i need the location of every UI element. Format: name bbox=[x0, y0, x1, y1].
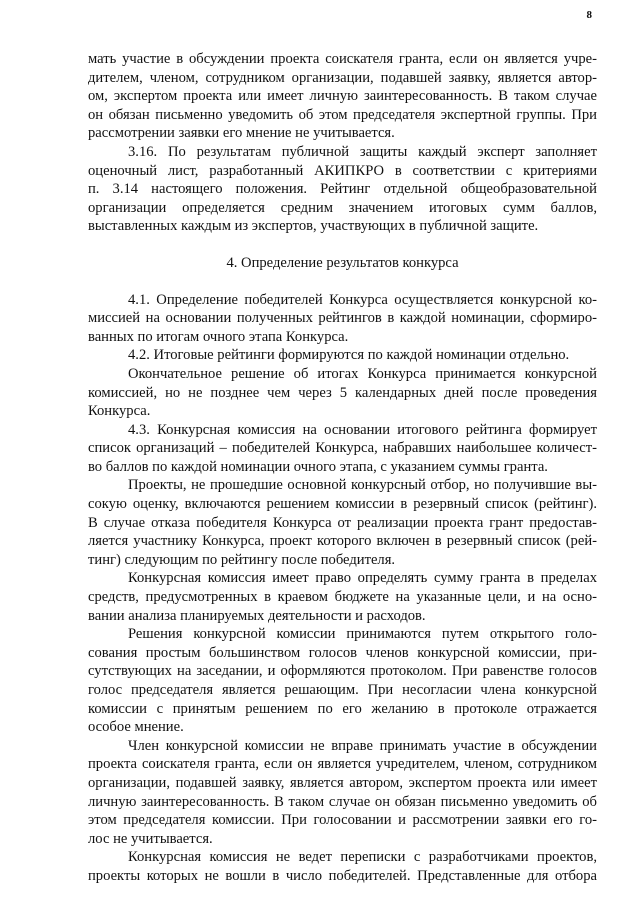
paragraph-line: Член конкурсной комиссии не вправе принимать участие в обсуждении bbox=[128, 737, 597, 754]
paragraph-line: ом, экспертом проекта или имеет личную заинтересованность. В таком случае bbox=[88, 88, 597, 105]
paragraph-line: особое мнение. bbox=[88, 719, 184, 736]
paragraph-p-reserve bbox=[88, 476, 597, 569]
paragraph-line: личную заинтересованность. В таком случае он обязан письменно уведомить об bbox=[88, 793, 597, 810]
paragraph-line: Проекты, не прошедшие основной конкурсный отбор, но получившие вы- bbox=[128, 477, 597, 494]
section-heading: 4. Определение результатов конкурса bbox=[226, 254, 459, 271]
paragraph-p-4-1 bbox=[88, 291, 597, 347]
paragraph-p-4-2 bbox=[88, 346, 597, 365]
paragraph-line: миссией на основании полученных рейтингов в каждой номинации, сформиро- bbox=[88, 310, 597, 327]
paragraph-line: выставленных каждым из экспертов, участвующих в публичной защите. bbox=[88, 218, 539, 235]
paragraph-line: Окончательное решение об итогах Конкурса принимается конкурсной bbox=[128, 365, 597, 382]
paragraph-p-correspondence bbox=[88, 848, 597, 885]
paragraph-line: рассмотрении заявки его мнение не учитывается. bbox=[88, 125, 395, 142]
paragraph-line: Решения конкурсной комиссии принимаются путем открытого голо- bbox=[128, 626, 597, 643]
paragraph-line: средств, предусмотренных в краевом бюджете на указанные цели, и на осно- bbox=[88, 589, 597, 606]
paragraph-line: 3.16. По результатам публичной защиты каждый эксперт заполняет bbox=[128, 143, 597, 160]
paragraph-p-grant-amount bbox=[88, 569, 597, 625]
paragraph-line: сутствующих на заседании, и оформляются протоколом. При равенстве голосов bbox=[88, 663, 597, 680]
paragraph-line: он обязан письменно уведомить об этом председателя экспертной группы. При bbox=[88, 106, 597, 123]
paragraph-line: список организаций – победителей Конкурса, набравших наибольшее количест- bbox=[88, 440, 597, 457]
paragraph-line: оценочный лист, разработанный АКИПКРО в соответствии с критериями bbox=[88, 162, 597, 179]
paragraph-line: этом председателя комиссии. При голосовании и рассмотрении заявки его го- bbox=[88, 812, 597, 829]
paragraph-p-4-3 bbox=[88, 421, 597, 477]
paragraph-line: Конкурсная комиссия не ведет переписки с разработчиками проектов, bbox=[128, 849, 597, 866]
paragraph-line: 4.2. Итоговые рейтинги формируются по каждой номинации отдельно. bbox=[128, 347, 570, 364]
bottom-paragraphs bbox=[88, 291, 597, 886]
paragraph-line: вании анализа планируемых деятельности и расходов. bbox=[88, 607, 426, 624]
paragraph-line: организации, подавшей заявку, является автором, экспертом проекта или имеет bbox=[88, 774, 597, 791]
paragraph-line: сокую оценку, включаются решением комиссии в резервный список (рейтинг). bbox=[88, 496, 597, 513]
paragraph-line: Конкурсная комиссия имеет право определять сумму гранта в пределах bbox=[128, 570, 597, 587]
document-body bbox=[88, 50, 597, 886]
paragraph-line: ляется участнику Конкурса, проект которого включен в резервный список (рей- bbox=[88, 533, 597, 550]
paragraph-line: дителем, членом, сотрудником организации, подавшей заявку, является автор- bbox=[88, 69, 597, 86]
paragraph-line: тинг) следующим по рейтингу после победителя. bbox=[88, 551, 396, 568]
paragraph-p-voting bbox=[88, 625, 597, 737]
paragraph-line: мать участие в обсуждении проекта соискателя гранта, если он является учре- bbox=[88, 51, 597, 67]
paragraph-line: комиссией, но не позднее чем через 5 календарных дней после проведения bbox=[88, 384, 597, 401]
paragraph-line: лос не учитывается. bbox=[88, 830, 213, 847]
top-paragraphs bbox=[88, 50, 597, 236]
paragraph-line: комиссии с принятым решением по его желанию в протоколе отражается bbox=[88, 700, 597, 717]
paragraph-p-member bbox=[88, 737, 597, 849]
paragraph-line: голос председателя является решающим. При несогласии члена конкурсной bbox=[88, 682, 597, 698]
paragraph-p-cont bbox=[88, 50, 597, 143]
paragraph-line: 4.1. Определение победителей Конкурса осуществляется конкурсной ко- bbox=[128, 291, 597, 308]
paragraph-line: ванных по итогам очного этапа Конкурса. bbox=[88, 328, 349, 345]
paragraph-line: п. 3.14 настоящего положения. Рейтинг отдельной общеобразовательной bbox=[88, 181, 597, 198]
paragraph-line: организации определяется средним значением итоговых сумм баллов, bbox=[88, 199, 597, 216]
paragraph-p-final-decision bbox=[88, 365, 597, 421]
paragraph-line: сования простым большинством голосов членов конкурсной комиссии, при- bbox=[88, 644, 597, 661]
paragraph-line: В случае отказа победителя Конкурса от реализации проекта грант предостав- bbox=[88, 514, 597, 531]
paragraph-line: во баллов по каждой номинации очного этапа, с указанием суммы гранта. bbox=[88, 458, 548, 475]
page-number: 8 bbox=[586, 9, 592, 21]
paragraph-line: проекта соискателя гранта, если он является учредителем, членом, сотрудником bbox=[88, 756, 597, 773]
paragraph-line: Конкурса. bbox=[88, 403, 151, 420]
paragraph-p-3-16 bbox=[88, 143, 597, 236]
paragraph-line: проекты которых не вошли в число победителей. Представленные для отбора bbox=[88, 867, 597, 884]
paragraph-line: 4.3. Конкурсная комиссия на основании итогового рейтинга формирует bbox=[128, 421, 597, 438]
